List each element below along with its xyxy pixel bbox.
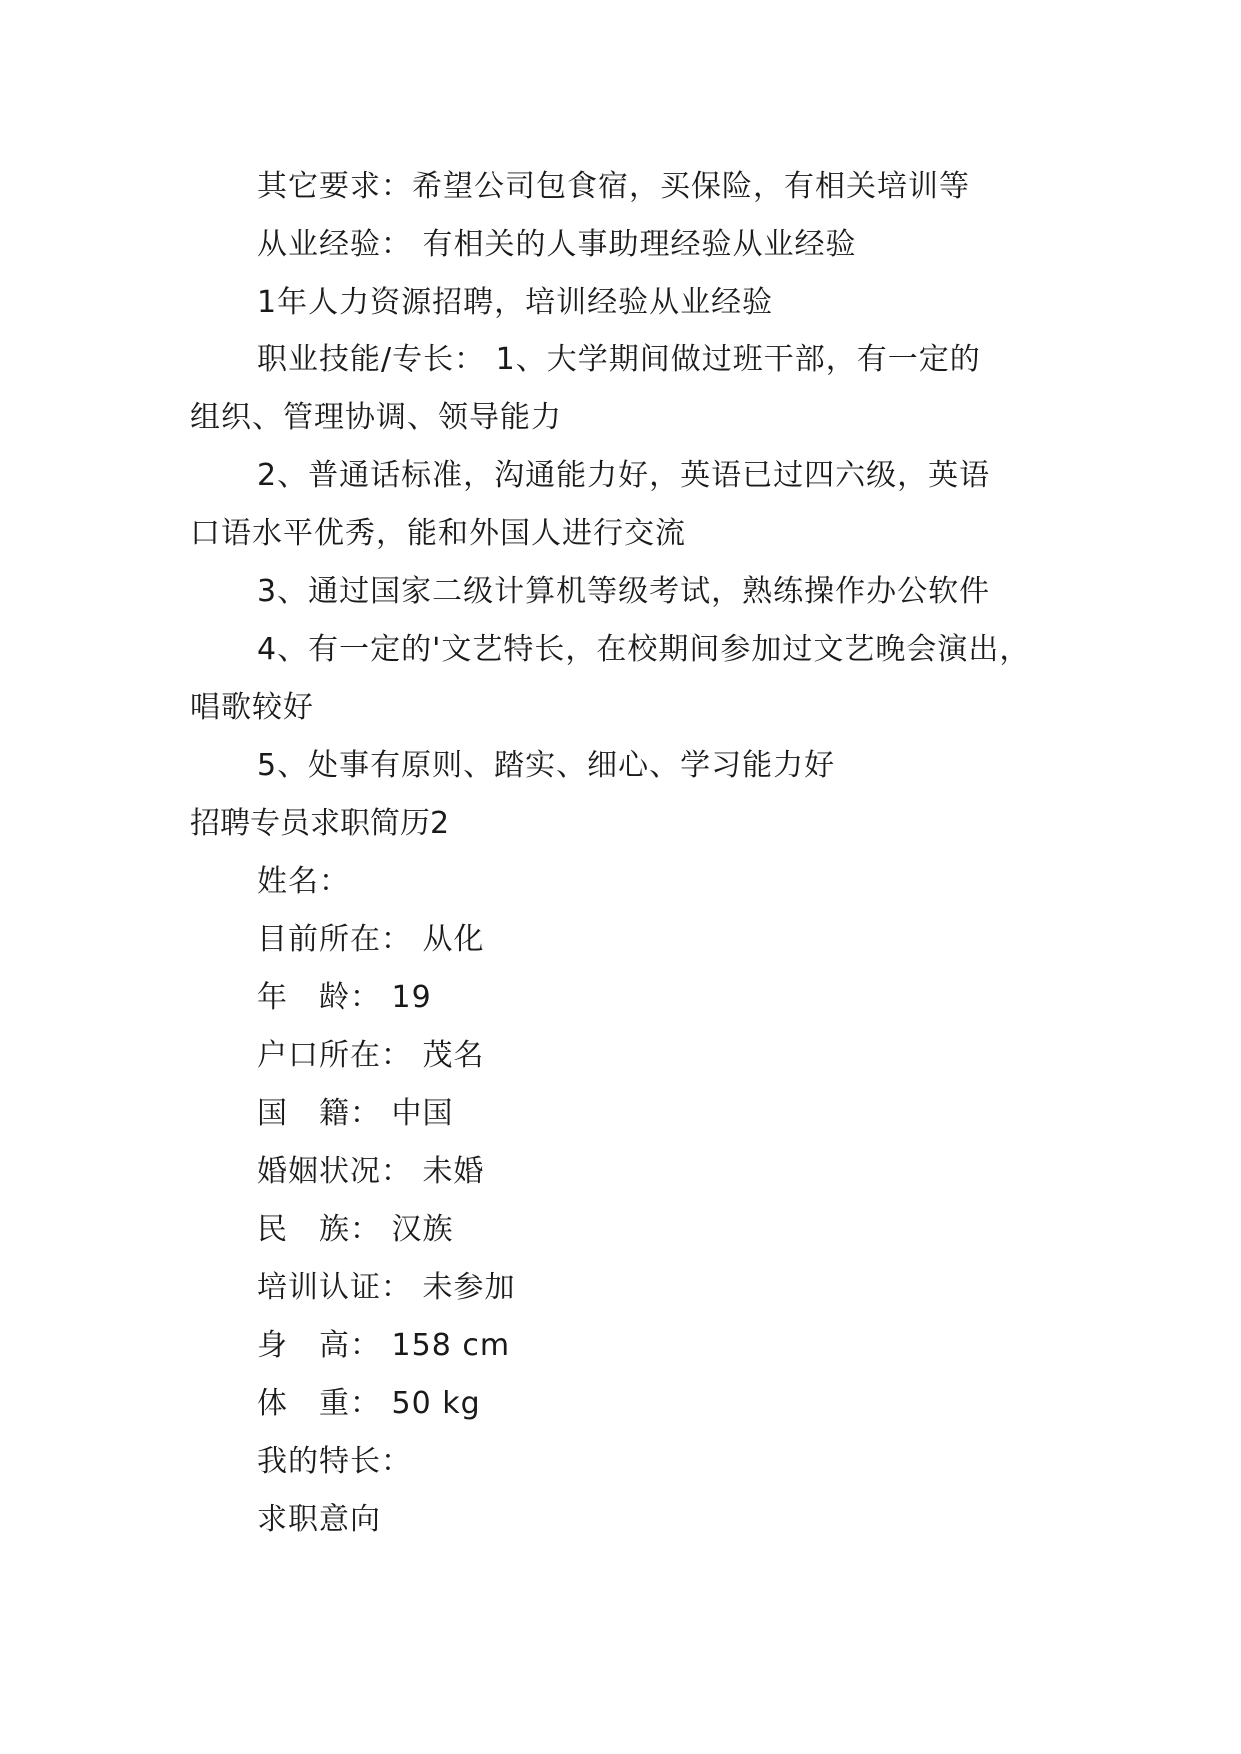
field-current-location: 目前所在： 从化	[257, 922, 485, 957]
paragraph-skill-4-line1: 4、有一定的'文艺特长，在校期间参加过文艺晚会演出，	[257, 632, 1031, 667]
field-height: 身 高： 158 cm	[257, 1328, 511, 1363]
field-weight: 体 重： 50 kg	[257, 1386, 481, 1421]
paragraph-skill-5: 5、处事有原则、踏实、细心、学习能力好	[257, 748, 836, 783]
paragraph-skill-3: 3、通过国家二级计算机等级考试，熟练操作办公软件	[257, 574, 991, 609]
paragraph-skill-4-line2: 唱歌较好	[190, 690, 314, 725]
field-specialty: 我的特长：	[257, 1444, 412, 1479]
field-marital-status: 婚姻状况： 未婚	[257, 1154, 485, 1189]
paragraph-experience: 从业经验： 有相关的人事助理经验从业经验	[257, 227, 857, 262]
field-job-intention: 求职意向	[257, 1502, 381, 1537]
paragraph-other-requirements: 其它要求：希望公司包食宿，买保险，有相关培训等	[257, 169, 970, 204]
paragraph-skill-2-line2: 口语水平优秀，能和外国人进行交流	[190, 516, 686, 551]
field-nationality: 国 籍： 中国	[257, 1096, 454, 1131]
field-training-cert: 培训认证： 未参加	[257, 1270, 516, 1305]
field-name: 姓名：	[257, 864, 350, 899]
paragraph-skills-line1: 职业技能/专长： 1、大学期间做过班干部，有一定的	[257, 342, 981, 377]
field-age: 年 龄： 19	[257, 980, 432, 1015]
field-hukou: 户口所在： 茂名	[257, 1038, 485, 1073]
paragraph-skills-line2: 组织、管理协调、领导能力	[190, 400, 562, 435]
section-title: 招聘专员求职简历2	[190, 806, 450, 841]
paragraph-experience-detail: 1年人力资源招聘，培训经验从业经验	[257, 285, 774, 320]
paragraph-skill-2-line1: 2、普通话标准，沟通能力好，英语已过四六级，英语	[257, 458, 991, 493]
field-ethnicity: 民 族： 汉族	[257, 1212, 454, 1247]
